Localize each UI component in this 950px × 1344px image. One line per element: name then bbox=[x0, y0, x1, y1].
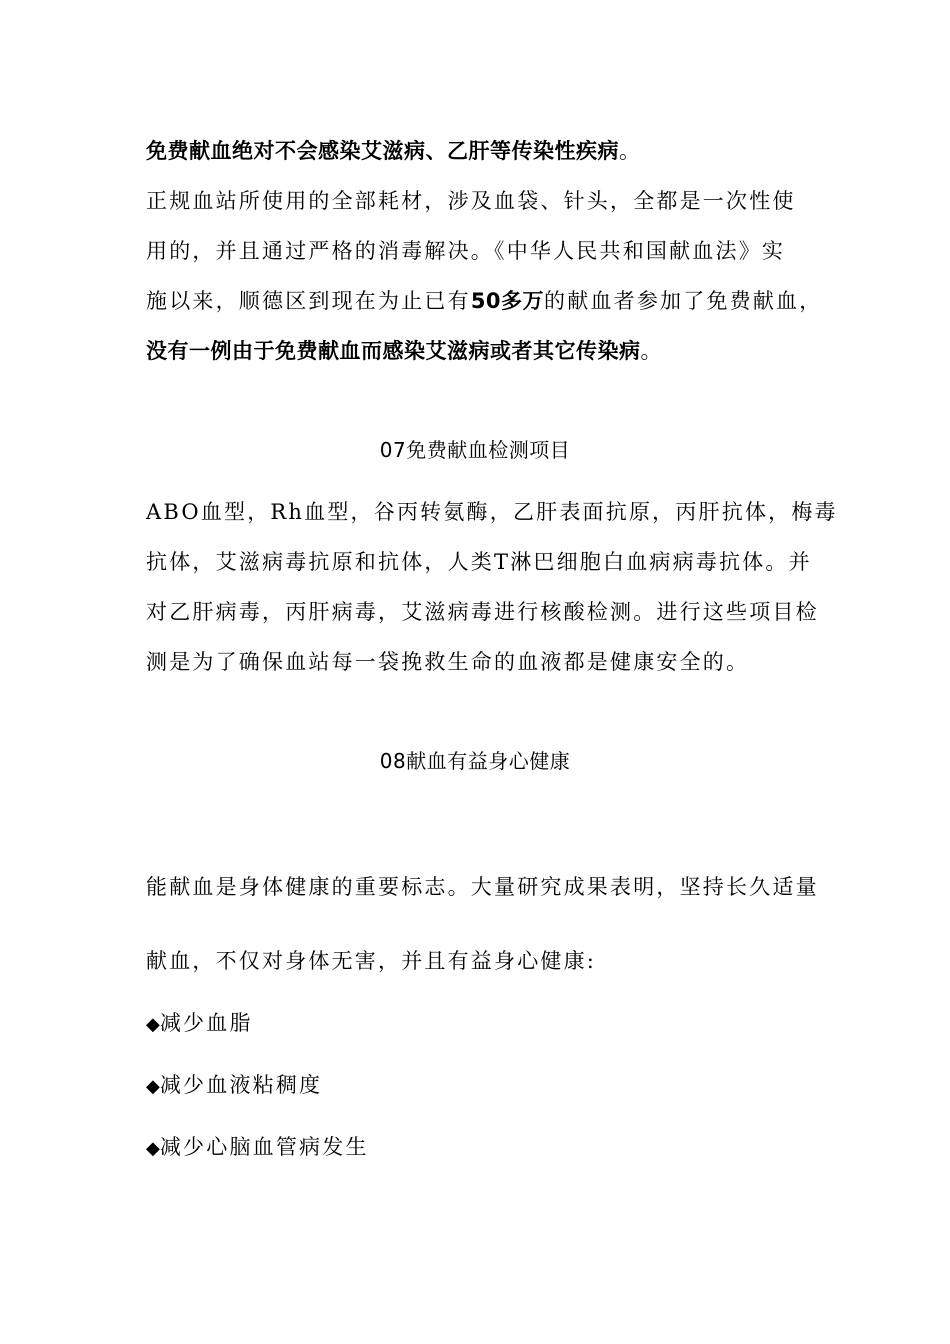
intro-line-3-post: 的献血者参加了免费献血， bbox=[544, 289, 823, 313]
diamond-bullet-icon: ◆ bbox=[146, 1014, 160, 1035]
intro-line-3-bold: 50多万 bbox=[470, 289, 545, 313]
section-08-line-2: 献血，不仅对身体无害，并且有益身心健康: bbox=[146, 949, 597, 973]
benefit-text: 减少心脑血管病发生 bbox=[159, 1135, 369, 1159]
intro-line-3-pre: 施以来，顺德区到现在为止已有 bbox=[146, 289, 471, 313]
section-07-line-4: 测是为了确保血站每一袋挽救生命的血液都是健康安全的。 bbox=[146, 650, 750, 674]
intro-line-4 bbox=[146, 336, 826, 366]
section-07-line-2: 抗体，艾滋病毒抗原和抗体，人类T淋巴细胞白血病病毒抗体。并 bbox=[146, 550, 812, 574]
benefit-text: 减少血液粘稠度 bbox=[159, 1073, 323, 1097]
section-08-title: 08献血有益身心健康 bbox=[379, 749, 571, 773]
benefit-list-item bbox=[146, 1070, 826, 1102]
section-08-line-1: 能献血是身体健康的重要标志。大量研究成果表明，坚持长久适量 bbox=[146, 875, 819, 899]
benefit-list-item bbox=[146, 1132, 826, 1164]
intro-heading bbox=[146, 136, 826, 166]
section-07-line-3: 对乙肝病毒，丙肝病毒，艾滋病毒进行核酸检测。进行这些项目检 bbox=[146, 600, 819, 624]
intro-line-3 bbox=[146, 286, 826, 316]
benefit-list-item bbox=[146, 1008, 826, 1040]
intro-line-1: 正规血站所使用的全部耗材，涉及血袋、针头，全都是一次性使 bbox=[146, 189, 796, 213]
section-07-title: 07免费献血检测项目 bbox=[379, 438, 571, 462]
diamond-bullet-icon: ◆ bbox=[146, 1076, 160, 1097]
intro-line-4-end: 。 bbox=[640, 339, 664, 363]
benefit-text: 减少血脂 bbox=[159, 1011, 253, 1035]
intro-line-2: 用的，并且通过严格的消毒解决。《中华人民共和国献血法》实 bbox=[146, 239, 786, 263]
intro-heading-end: 。 bbox=[619, 139, 643, 163]
intro-line-4-bold: 没有一例由于免费献血而感染艾滋病或者其它传染病 bbox=[146, 339, 641, 363]
section-07-line-1: ABO血型，Rh血型，谷丙转氨酶，乙肝表面抗原，丙肝抗体，梅毒 bbox=[146, 500, 838, 524]
intro-heading-bold: 免费献血绝对不会感染艾滋病、乙肝等传染性疾病 bbox=[146, 139, 619, 163]
diamond-bullet-icon: ◆ bbox=[146, 1138, 160, 1159]
